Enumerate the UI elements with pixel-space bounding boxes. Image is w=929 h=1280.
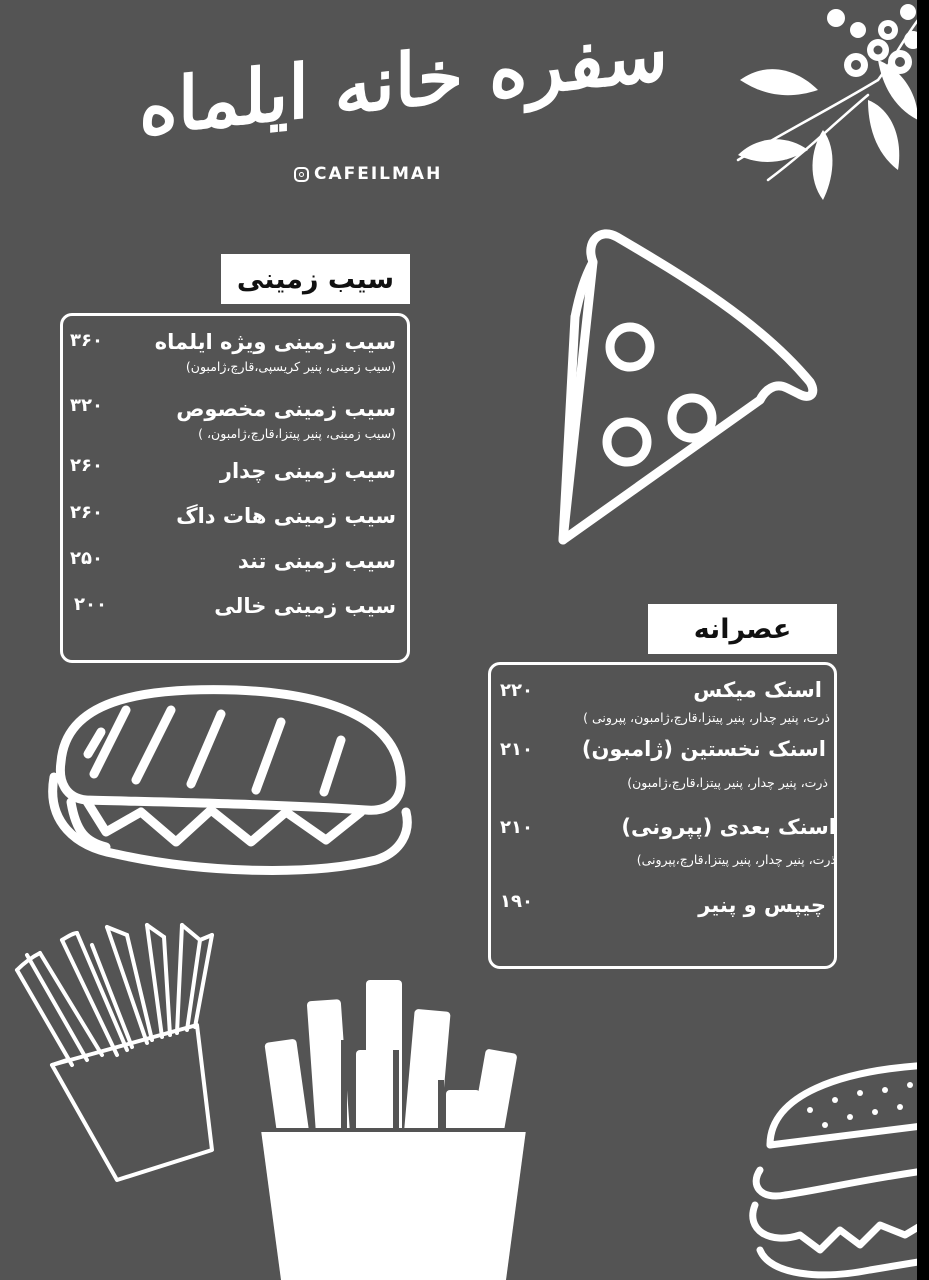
instagram-handle-text: CAFEILMAH bbox=[314, 164, 443, 184]
item-desc: ذرت، پنیر چدار، پنیر پیتزا،قارچ،ژامبون، پپرونی ) bbox=[583, 710, 830, 725]
item-desc: ذرت، پنیر چدار، پنیر پیتزا،قارچ،پپرونی) bbox=[636, 852, 836, 867]
sub-sandwich-icon bbox=[46, 682, 416, 892]
menu-item bbox=[70, 594, 396, 624]
logo-text: سفره خانه ایلماه bbox=[139, 10, 668, 153]
item-price: ۲۶۰ bbox=[70, 502, 103, 523]
item-price: ۲۱۰ bbox=[500, 817, 533, 838]
item-name: سیب زمینی خالی bbox=[214, 594, 396, 618]
plant-branch-icon bbox=[728, 0, 917, 210]
menu-item bbox=[70, 455, 396, 489]
snack-section-title: عصرانه bbox=[648, 604, 837, 654]
item-price: ۲۱۰ bbox=[500, 739, 533, 760]
item-name: سیب زمینی تند bbox=[237, 549, 396, 573]
menu-item bbox=[70, 504, 396, 534]
menu-item bbox=[500, 737, 826, 797]
item-price: ۳۶۰ bbox=[70, 330, 103, 351]
fries-solid-icon bbox=[256, 980, 536, 1280]
fries-outline-icon bbox=[12, 915, 222, 1185]
item-name: سیب زمینی هات داگ bbox=[176, 504, 396, 528]
item-price: ۲۲۰ bbox=[500, 680, 533, 701]
menu-item bbox=[500, 815, 836, 870]
item-name: اسنک نخستین (ژامبون) bbox=[581, 737, 826, 761]
pizza-slice-icon bbox=[555, 222, 825, 552]
item-desc: (سیب زمینی، پنیر کریسپی،قارچ،ژامبون) bbox=[185, 359, 396, 374]
item-desc: (سیب زمینی، پنیر پیتزا،قارچ،ژامبون، ) bbox=[198, 426, 396, 441]
item-name: سیب زمینی چدار bbox=[219, 459, 396, 483]
item-name: اسنک بعدی (پپرونی) bbox=[621, 815, 836, 839]
menu-item bbox=[70, 330, 396, 380]
item-price: ۳۲۰ bbox=[70, 395, 103, 416]
item-name: اسنک میکس bbox=[693, 678, 822, 702]
fries-section-title: سیب زمینی bbox=[221, 254, 410, 304]
menu-item bbox=[500, 678, 830, 728]
logo bbox=[139, 10, 668, 192]
item-price: ۲۰۰ bbox=[74, 594, 107, 615]
menu-item bbox=[70, 549, 396, 579]
burger-icon bbox=[740, 1065, 917, 1280]
item-price: ۲۵۰ bbox=[70, 548, 103, 569]
instagram-handle bbox=[294, 164, 442, 184]
item-name: سیب زمینی ویژه ایلماه bbox=[154, 330, 396, 354]
menu-item bbox=[500, 893, 826, 923]
item-price: ۱۹۰ bbox=[500, 891, 533, 912]
instagram-icon bbox=[294, 167, 309, 182]
item-name: سیب زمینی مخصوص bbox=[176, 397, 396, 421]
item-name: چیپس و پنیر bbox=[698, 893, 826, 917]
item-desc: ذرت، پنیر چدار، پنیر پیتزا،قارچ،ژامبون) bbox=[627, 775, 828, 790]
menu-item bbox=[70, 397, 396, 447]
item-price: ۲۶۰ bbox=[70, 455, 103, 476]
